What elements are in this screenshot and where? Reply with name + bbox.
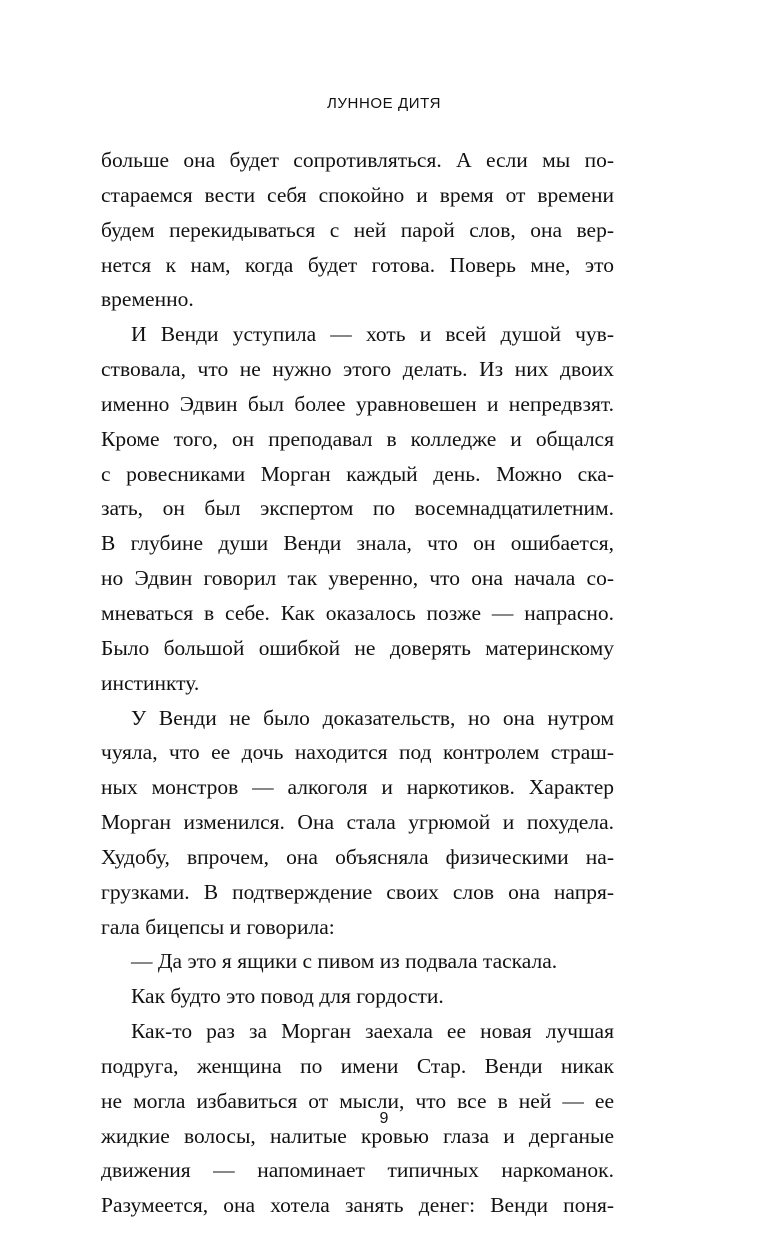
- text-line: больше она будет сопротивляться. А если мы по-: [101, 148, 614, 172]
- text-line: чуяла, что ее дочь находится под контролем страш-: [101, 740, 614, 765]
- text-line: гала бицепсы и говорила:: [101, 914, 335, 939]
- text-line: с ровесниками Морган каждый день. Можно ска-: [101, 461, 614, 486]
- text-line: движения — напоминает типичных наркоманок.: [101, 1158, 614, 1183]
- text-line: подруга, женщина по имени Стар. Венди никак: [101, 1053, 614, 1078]
- text-line: стараемся вести себя спокойно и время от времени: [101, 182, 614, 207]
- text-line: Морган изменился. Она стала угрюмой и похудела.: [101, 810, 614, 835]
- text-line: грузками. В подтверждение своих слов она напря-: [101, 879, 614, 904]
- text-line: нется к нам, когда будет готова. Поверь мне, это: [101, 252, 614, 277]
- page-number: 9: [379, 1110, 389, 1127]
- text-line: жидкие волосы, налитые кровью глаза и дерганые: [101, 1123, 614, 1148]
- text-line: именно Эдвин был более уравновешен и непредвзят.: [101, 391, 614, 416]
- text-line: Как-то раз за Морган заехала ее новая лучшая: [131, 1019, 614, 1044]
- text-line: Разумеется, она хотела занять денег: Венди поня-: [101, 1193, 614, 1218]
- text-line: мневаться в себе. Как оказалось позже — напрасно.: [101, 600, 614, 625]
- text-line: инстинкту.: [101, 670, 200, 695]
- text-line: Кроме того, он преподавал в колледже и общался: [101, 426, 614, 451]
- text-line: Худобу, впрочем, она объясняла физическими на-: [101, 844, 614, 869]
- running-title: ЛУННОЕ ДИТЯ: [326, 95, 442, 112]
- text-line: И Венди уступила — хоть и всей душой чув-: [131, 322, 614, 347]
- text-line: будем перекидываться с ней парой слов, она вер-: [101, 217, 614, 242]
- text-line: У Венди не было доказательств, но она нутром: [131, 705, 614, 730]
- text-line: Было большой ошибкой не доверять материнскому: [101, 635, 614, 660]
- body-text: [101, 143, 614, 1223]
- text-line: — Да это я ящики с пивом из подвала таскала.: [131, 949, 558, 974]
- text-line: ных монстров — алкоголя и наркотиков. Характер: [101, 775, 614, 800]
- text-line: не могла избавиться от мысли, что все в ней — ее: [101, 1088, 614, 1113]
- text-line: временно.: [101, 287, 194, 312]
- text-line: Как будто это повод для гордости.: [131, 984, 444, 1009]
- text-line: зать, он был экспертом по восемнадцатилетним.: [101, 496, 614, 521]
- text-line: В глубине души Венди знала, что он ошибается,: [101, 531, 614, 556]
- text-line: но Эдвин говорил так уверенно, что она начала со-: [101, 566, 614, 591]
- text-line: ствовала, что не нужно этого делать. Из них двоих: [101, 357, 614, 382]
